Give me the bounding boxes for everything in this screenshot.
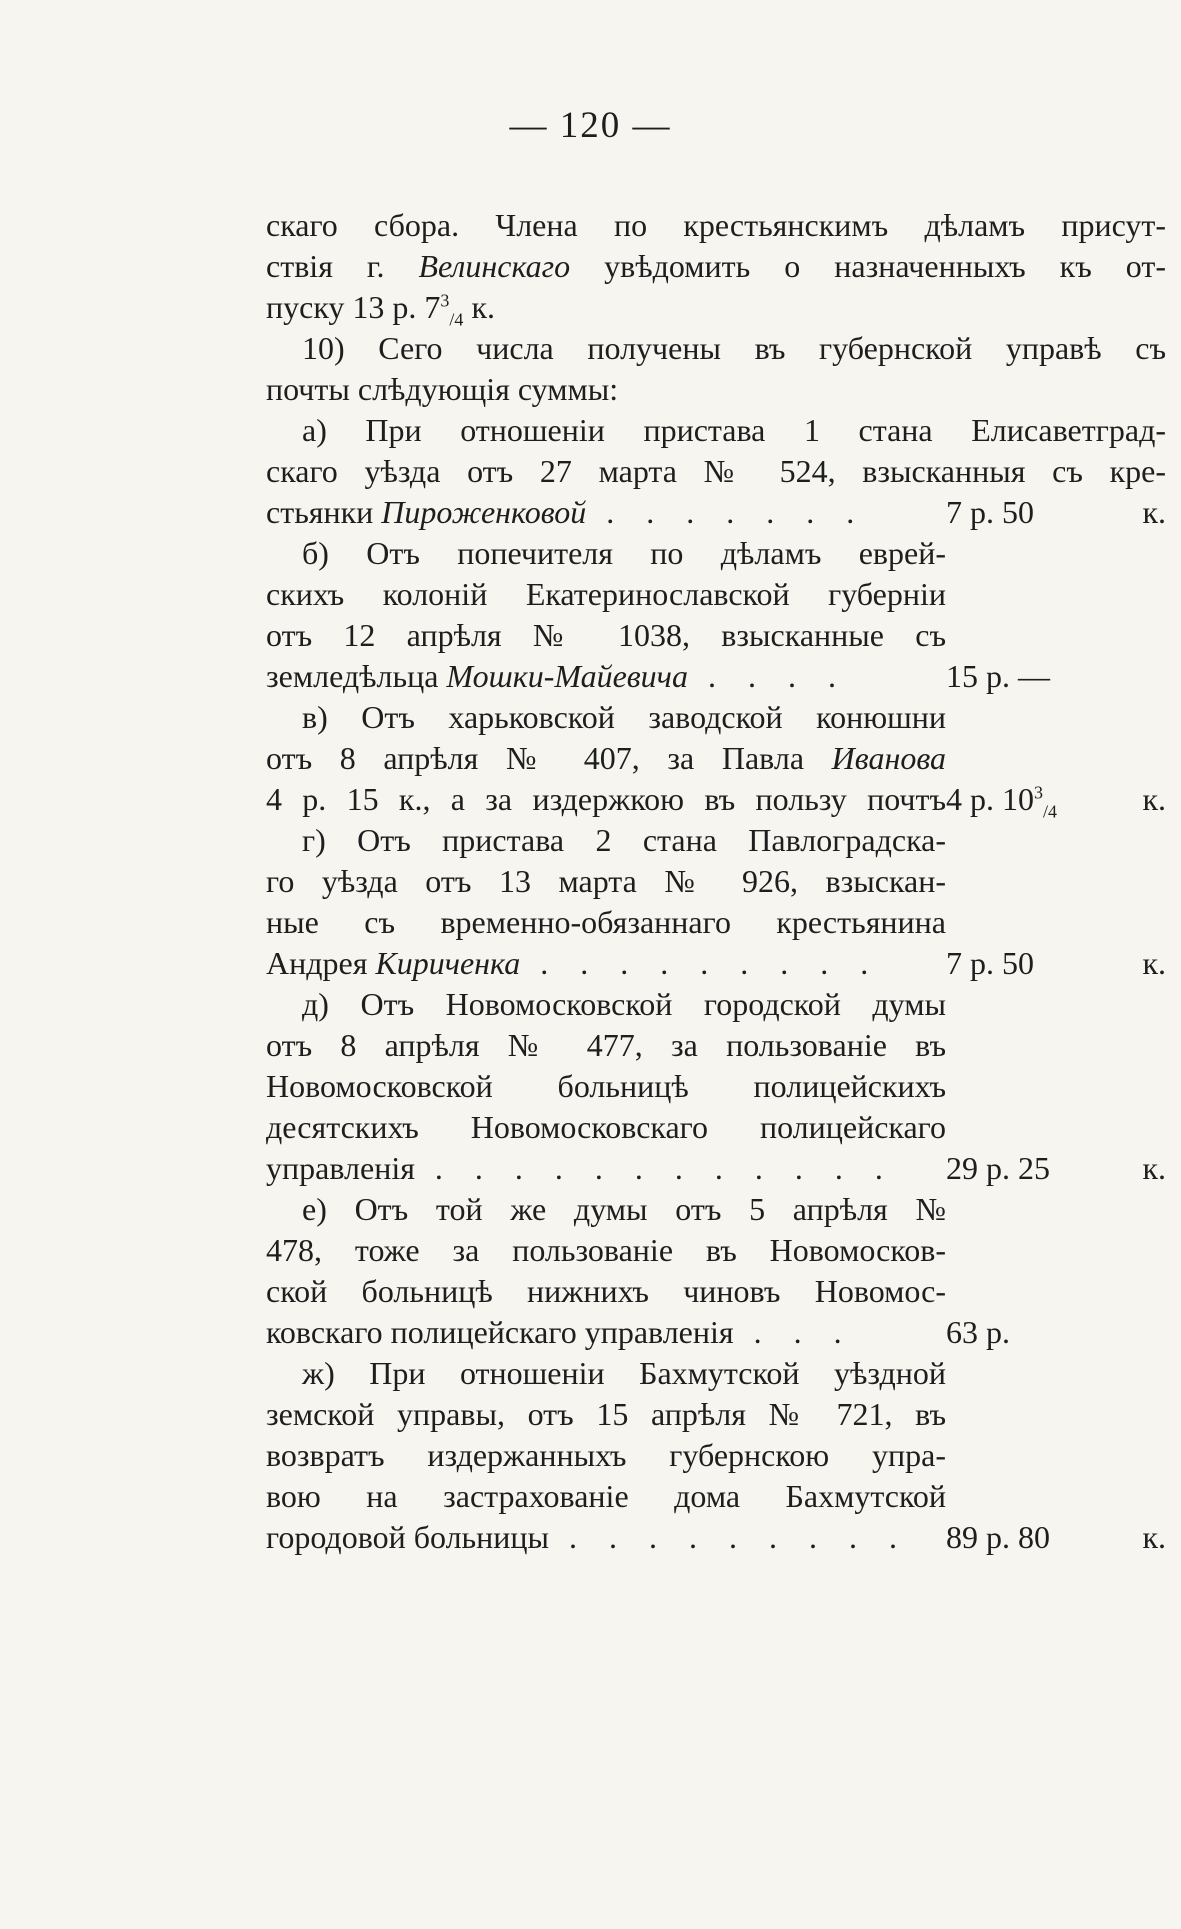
text-line: е) Отъ той же думы отъ 5 апрѣля № [302,1191,946,1227]
text-line: отъ 12 апрѣля № 1038, взысканные съ [266,617,946,653]
item-b-amount-row: земледѣльца Мошки-Майевича . . . . 15 р. — [266,656,1166,697]
text-line: отъ 8 апрѣля № 407, за Павла Иванова [266,740,946,776]
text-line: ные съ временно-обязаннаго крестьянина [266,904,946,940]
text-line: скаго уѣзда отъ 27 марта № 524, взысканныя съ кре- [266,453,1166,489]
text-line: г) Отъ пристава 2 стана Павлоградска- [302,822,946,858]
name-pirozhenkova: Пироженковой [381,494,587,530]
text-line: земской управы, отъ 15 апрѣля № 721, въ [266,1396,946,1432]
amount: 15 р. — [946,658,1050,694]
text-line: 478, тоже за пользованіе въ Новомосков- [266,1232,946,1268]
name-velinsky: Велинскаго [418,248,571,284]
text-line: 10) Сего числа получены въ губернской управѣ съ [302,330,1166,366]
amount: 7 р. 50 [946,494,1034,530]
text-line: ж) При отношеніи Бахмутской уѣздной [302,1355,946,1391]
text-line: пуску 13 р. $7^3_{/4}$ к. [266,289,495,330]
name-kirichenka: Кириченка [375,945,521,981]
amount: 7 р. 50 [946,945,1034,981]
amount: 89 р. 80 [946,1519,1050,1555]
text-line: скаго сбора. Члена по крестьянскимъ дѣламъ присут- [266,207,1166,243]
text-line: го уѣзда отъ 13 марта № 926, взыскан- [266,863,946,899]
item-a-amount-row: стьянки Пироженковой . . . . . . . 7 р. 50 к. [266,492,1166,533]
amount: 4 р. $10^3_{/4}$ [946,781,1058,822]
page-body [266,205,1166,1558]
amount: 63 р. [946,1314,1010,1350]
text-line: ской больницѣ нижнихъ чиновъ Новомос- [266,1273,946,1309]
text-line: ствія г. Велинскаго увѣдомить о назначенныхъ къ от- [266,248,1167,284]
text-line: д) Отъ Новомосковской городской думы [302,986,946,1022]
name-moshki-maievicha: Мошки-Майевича [446,658,688,694]
text-line: почты слѣдующія суммы: [266,371,619,407]
text-line: б) Отъ попечителя по дѣламъ еврей- [302,535,946,571]
text-line: скихъ колоній Екатеринославской губерніи [266,576,946,612]
text-line: в) Отъ харьковской заводской конюшни [302,699,946,735]
text-line: отъ 8 апрѣля № 477, за пользованіе въ [266,1027,946,1063]
item-v-amount-row: 4 р. 15 к., а за издержкою въ пользу почтъ 4 р. $10^3_{/4}$ к. [266,781,1166,822]
text-line: Новомосковской больницѣ полицейскихъ [266,1068,946,1104]
item-d-amount-row: управленія . . . . . . . . . . . . 29 р. 25 к. [266,1148,1166,1189]
text-line: возвратъ издержанныхъ губернскою упра- [266,1437,946,1473]
item-g-amount-row: Андрея Кириченка . . . . . . . . . 7 р. 50 к. [266,943,1166,984]
text-line: вою на застрахованіе дома Бахмутской [266,1478,946,1514]
text-line: десятскихъ Новомосковскаго полицейскаго [266,1109,946,1145]
amount: 29 р. 25 [946,1150,1050,1186]
item-zh-amount-row: городовой больницы . . . . . . . . . 89 р. 80 к. [266,1517,1166,1558]
text-line: а) При отношеніи пристава 1 стана Елисаветград- [302,412,1166,448]
page-number: — 120 — [509,105,672,146]
name-ivanova: Иванова [831,740,946,776]
item-e-amount-row: ковскаго полицейскаго управленія . . . 63 р. [266,1312,1166,1353]
